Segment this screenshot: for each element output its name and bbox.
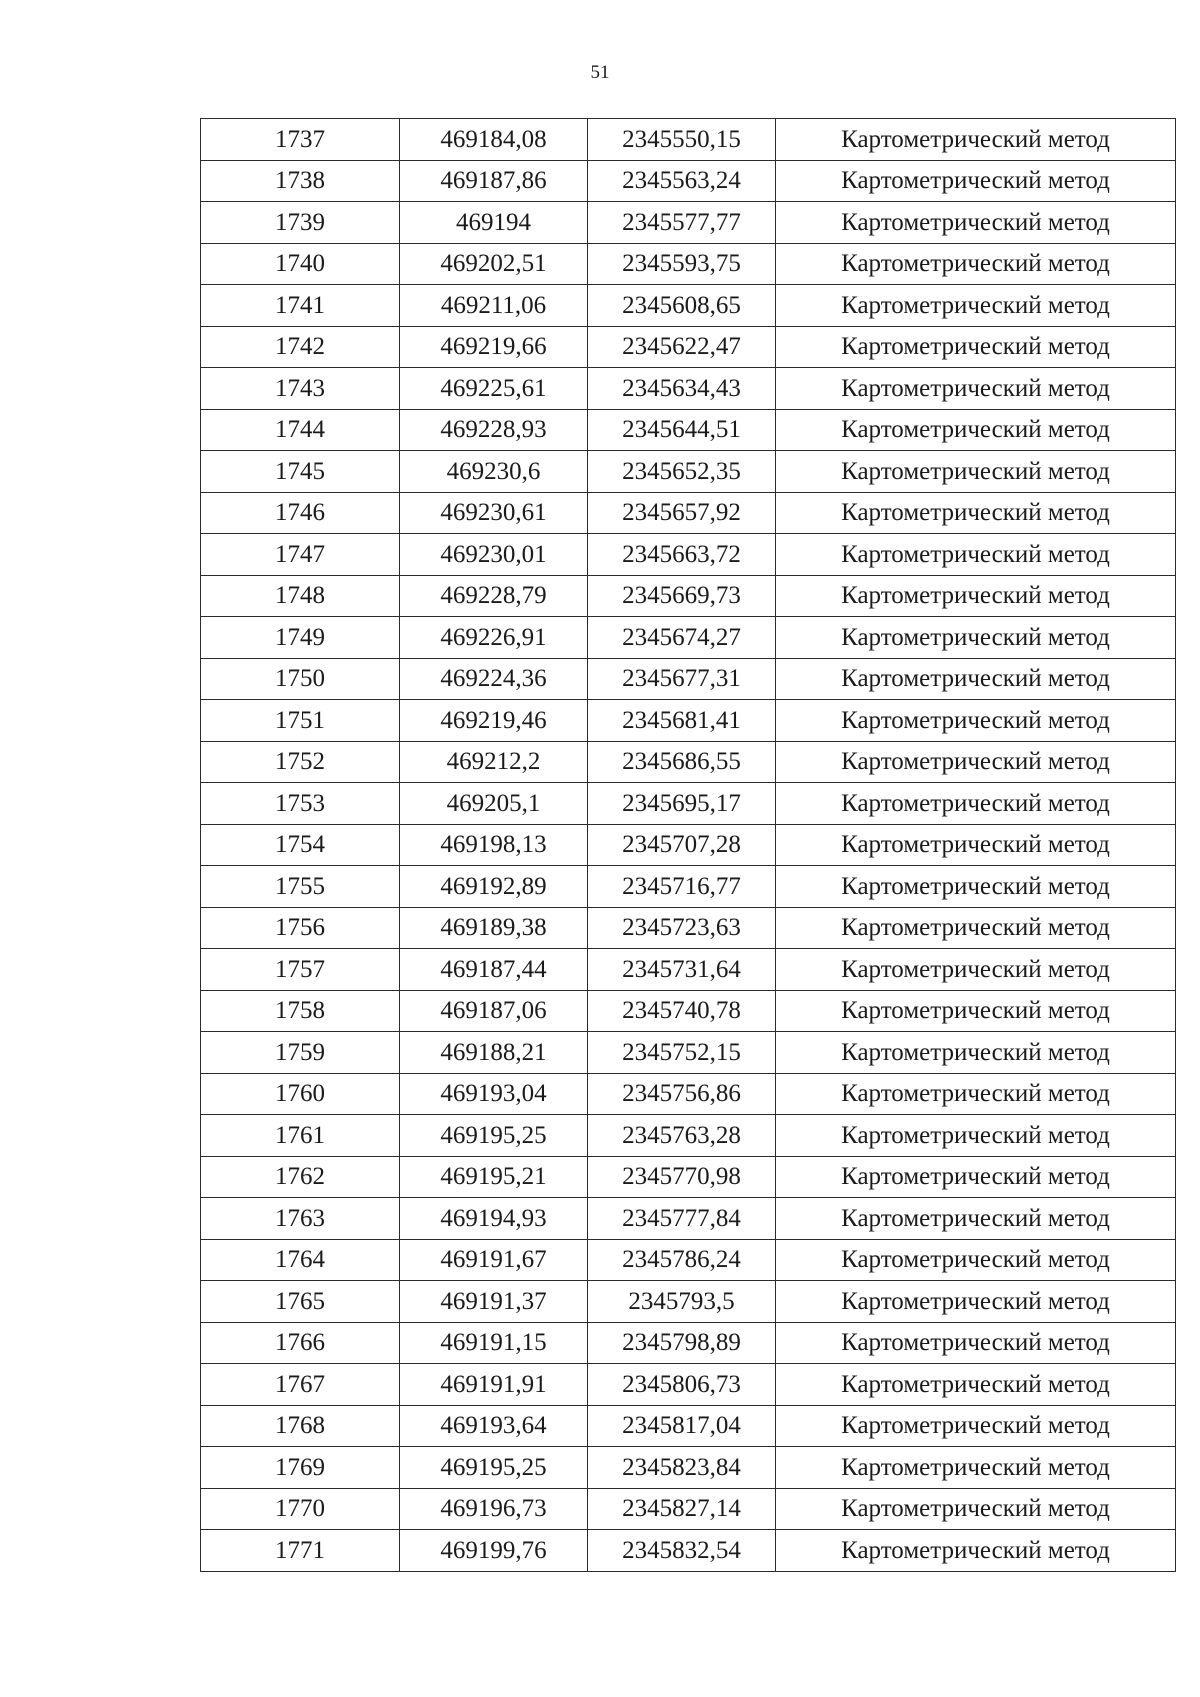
coordinates-table — [200, 118, 1176, 1572]
y-coordinate-cell: 2345752,15 — [588, 1032, 776, 1074]
method-cell: Картометрический метод — [776, 1530, 1176, 1572]
method-cell: Картометрический метод — [776, 658, 1176, 700]
table-row — [201, 1073, 1176, 1115]
y-coordinate-cell: 2345669,73 — [588, 575, 776, 617]
coordinates-table-body — [201, 119, 1176, 1572]
method-cell: Картометрический метод — [776, 202, 1176, 244]
x-coordinate-cell: 469195,25 — [400, 1115, 588, 1157]
y-coordinate-cell: 2345756,86 — [588, 1073, 776, 1115]
method-cell: Картометрический метод — [776, 492, 1176, 534]
point-number-cell: 1770 — [201, 1488, 400, 1530]
table-row — [201, 534, 1176, 576]
table-row — [201, 1364, 1176, 1406]
method-cell: Картометрический метод — [776, 1032, 1176, 1074]
x-coordinate-cell: 469228,93 — [400, 409, 588, 451]
table-row — [201, 285, 1176, 327]
x-coordinate-cell: 469191,91 — [400, 1364, 588, 1406]
y-coordinate-cell: 2345681,41 — [588, 700, 776, 742]
y-coordinate-cell: 2345763,28 — [588, 1115, 776, 1157]
method-cell: Картометрический метод — [776, 1198, 1176, 1240]
y-coordinate-cell: 2345806,73 — [588, 1364, 776, 1406]
y-coordinate-cell: 2345634,43 — [588, 368, 776, 410]
x-coordinate-cell: 469187,06 — [400, 990, 588, 1032]
table-row — [201, 202, 1176, 244]
x-coordinate-cell: 469191,15 — [400, 1322, 588, 1364]
point-number-cell: 1755 — [201, 866, 400, 908]
y-coordinate-cell: 2345677,31 — [588, 658, 776, 700]
y-coordinate-cell: 2345550,15 — [588, 119, 776, 161]
y-coordinate-cell: 2345827,14 — [588, 1488, 776, 1530]
x-coordinate-cell: 469228,79 — [400, 575, 588, 617]
table-row — [201, 368, 1176, 410]
point-number-cell: 1760 — [201, 1073, 400, 1115]
method-cell: Картометрический метод — [776, 1156, 1176, 1198]
y-coordinate-cell: 2345798,89 — [588, 1322, 776, 1364]
method-cell: Картометрический метод — [776, 534, 1176, 576]
page-number: 51 — [590, 62, 610, 83]
table-row — [201, 1322, 1176, 1364]
y-coordinate-cell: 2345770,98 — [588, 1156, 776, 1198]
point-number-cell: 1751 — [201, 700, 400, 742]
x-coordinate-cell: 469211,06 — [400, 285, 588, 327]
y-coordinate-cell: 2345652,35 — [588, 451, 776, 493]
x-coordinate-cell: 469191,67 — [400, 1239, 588, 1281]
x-coordinate-cell: 469196,73 — [400, 1488, 588, 1530]
table-row — [201, 1530, 1176, 1572]
point-number-cell: 1742 — [201, 326, 400, 368]
table-row — [201, 783, 1176, 825]
y-coordinate-cell: 2345622,47 — [588, 326, 776, 368]
x-coordinate-cell: 469212,2 — [400, 741, 588, 783]
x-coordinate-cell: 469219,46 — [400, 700, 588, 742]
x-coordinate-cell: 469230,6 — [400, 451, 588, 493]
method-cell: Картометрический метод — [776, 617, 1176, 659]
table-row — [201, 949, 1176, 991]
table-row — [201, 1405, 1176, 1447]
table-row — [201, 824, 1176, 866]
y-coordinate-cell: 2345686,55 — [588, 741, 776, 783]
y-coordinate-cell: 2345577,77 — [588, 202, 776, 244]
table-row — [201, 1488, 1176, 1530]
point-number-cell: 1753 — [201, 783, 400, 825]
point-number-cell: 1771 — [201, 1530, 400, 1572]
point-number-cell: 1743 — [201, 368, 400, 410]
table-row — [201, 866, 1176, 908]
x-coordinate-cell: 469230,61 — [400, 492, 588, 534]
method-cell: Картометрический метод — [776, 451, 1176, 493]
table-row — [201, 658, 1176, 700]
point-number-cell: 1767 — [201, 1364, 400, 1406]
y-coordinate-cell: 2345740,78 — [588, 990, 776, 1032]
method-cell: Картометрический метод — [776, 700, 1176, 742]
y-coordinate-cell: 2345823,84 — [588, 1447, 776, 1489]
y-coordinate-cell: 2345832,54 — [588, 1530, 776, 1572]
y-coordinate-cell: 2345793,5 — [588, 1281, 776, 1323]
method-cell: Картометрический метод — [776, 907, 1176, 949]
table-row — [201, 160, 1176, 202]
method-cell: Картометрический метод — [776, 326, 1176, 368]
y-coordinate-cell: 2345563,24 — [588, 160, 776, 202]
point-number-cell: 1738 — [201, 160, 400, 202]
x-coordinate-cell: 469224,36 — [400, 658, 588, 700]
point-number-cell: 1745 — [201, 451, 400, 493]
table-row — [201, 907, 1176, 949]
y-coordinate-cell: 2345707,28 — [588, 824, 776, 866]
table-row — [201, 326, 1176, 368]
method-cell: Картометрический метод — [776, 1488, 1176, 1530]
method-cell: Картометрический метод — [776, 1322, 1176, 1364]
method-cell: Картометрический метод — [776, 824, 1176, 866]
table-row — [201, 409, 1176, 451]
y-coordinate-cell: 2345786,24 — [588, 1239, 776, 1281]
y-coordinate-cell: 2345723,63 — [588, 907, 776, 949]
y-coordinate-cell: 2345695,17 — [588, 783, 776, 825]
point-number-cell: 1766 — [201, 1322, 400, 1364]
y-coordinate-cell: 2345817,04 — [588, 1405, 776, 1447]
table-row — [201, 1032, 1176, 1074]
x-coordinate-cell: 469194,93 — [400, 1198, 588, 1240]
x-coordinate-cell: 469205,1 — [400, 783, 588, 825]
point-number-cell: 1750 — [201, 658, 400, 700]
x-coordinate-cell: 469195,21 — [400, 1156, 588, 1198]
table-row — [201, 119, 1176, 161]
point-number-cell: 1737 — [201, 119, 400, 161]
point-number-cell: 1754 — [201, 824, 400, 866]
point-number-cell: 1739 — [201, 202, 400, 244]
method-cell: Картометрический метод — [776, 783, 1176, 825]
method-cell: Картометрический метод — [776, 1281, 1176, 1323]
x-coordinate-cell: 469192,89 — [400, 866, 588, 908]
point-number-cell: 1764 — [201, 1239, 400, 1281]
method-cell: Картометрический метод — [776, 866, 1176, 908]
y-coordinate-cell: 2345777,84 — [588, 1198, 776, 1240]
x-coordinate-cell: 469189,38 — [400, 907, 588, 949]
point-number-cell: 1765 — [201, 1281, 400, 1323]
method-cell: Картометрический метод — [776, 1447, 1176, 1489]
x-coordinate-cell: 469188,21 — [400, 1032, 588, 1074]
method-cell: Картометрический метод — [776, 741, 1176, 783]
table-row — [201, 700, 1176, 742]
table-row — [201, 1198, 1176, 1240]
x-coordinate-cell: 469230,01 — [400, 534, 588, 576]
x-coordinate-cell: 469202,51 — [400, 243, 588, 285]
y-coordinate-cell: 2345644,51 — [588, 409, 776, 451]
y-coordinate-cell: 2345593,75 — [588, 243, 776, 285]
method-cell: Картометрический метод — [776, 285, 1176, 327]
point-number-cell: 1757 — [201, 949, 400, 991]
point-number-cell: 1748 — [201, 575, 400, 617]
table-row — [201, 1239, 1176, 1281]
y-coordinate-cell: 2345657,92 — [588, 492, 776, 534]
table-row — [201, 1447, 1176, 1489]
x-coordinate-cell: 469195,25 — [400, 1447, 588, 1489]
table-row — [201, 1115, 1176, 1157]
table-row — [201, 1156, 1176, 1198]
table-row — [201, 990, 1176, 1032]
x-coordinate-cell: 469187,86 — [400, 160, 588, 202]
method-cell: Картометрический метод — [776, 409, 1176, 451]
x-coordinate-cell: 469225,61 — [400, 368, 588, 410]
y-coordinate-cell: 2345608,65 — [588, 285, 776, 327]
method-cell: Картометрический метод — [776, 368, 1176, 410]
point-number-cell: 1769 — [201, 1447, 400, 1489]
x-coordinate-cell: 469219,66 — [400, 326, 588, 368]
table-row — [201, 451, 1176, 493]
method-cell: Картометрический метод — [776, 1115, 1176, 1157]
x-coordinate-cell: 469199,76 — [400, 1530, 588, 1572]
y-coordinate-cell: 2345663,72 — [588, 534, 776, 576]
y-coordinate-cell: 2345731,64 — [588, 949, 776, 991]
point-number-cell: 1758 — [201, 990, 400, 1032]
x-coordinate-cell: 469226,91 — [400, 617, 588, 659]
y-coordinate-cell: 2345674,27 — [588, 617, 776, 659]
method-cell: Картометрический метод — [776, 243, 1176, 285]
point-number-cell: 1747 — [201, 534, 400, 576]
x-coordinate-cell: 469194 — [400, 202, 588, 244]
table-row — [201, 1281, 1176, 1323]
method-cell: Картометрический метод — [776, 1239, 1176, 1281]
method-cell: Картометрический метод — [776, 949, 1176, 991]
table-row — [201, 741, 1176, 783]
point-number-cell: 1768 — [201, 1405, 400, 1447]
x-coordinate-cell: 469198,13 — [400, 824, 588, 866]
method-cell: Картометрический метод — [776, 119, 1176, 161]
point-number-cell: 1741 — [201, 285, 400, 327]
y-coordinate-cell: 2345716,77 — [588, 866, 776, 908]
method-cell: Картометрический метод — [776, 1405, 1176, 1447]
method-cell: Картометрический метод — [776, 160, 1176, 202]
table-row — [201, 617, 1176, 659]
x-coordinate-cell: 469191,37 — [400, 1281, 588, 1323]
x-coordinate-cell: 469193,64 — [400, 1405, 588, 1447]
method-cell: Картометрический метод — [776, 990, 1176, 1032]
table-row — [201, 492, 1176, 534]
x-coordinate-cell: 469193,04 — [400, 1073, 588, 1115]
x-coordinate-cell: 469187,44 — [400, 949, 588, 991]
point-number-cell: 1761 — [201, 1115, 400, 1157]
method-cell: Картометрический метод — [776, 575, 1176, 617]
point-number-cell: 1744 — [201, 409, 400, 451]
point-number-cell: 1759 — [201, 1032, 400, 1074]
x-coordinate-cell: 469184,08 — [400, 119, 588, 161]
method-cell: Картометрический метод — [776, 1073, 1176, 1115]
point-number-cell: 1763 — [201, 1198, 400, 1240]
point-number-cell: 1749 — [201, 617, 400, 659]
point-number-cell: 1756 — [201, 907, 400, 949]
point-number-cell: 1752 — [201, 741, 400, 783]
table-row — [201, 243, 1176, 285]
method-cell: Картометрический метод — [776, 1364, 1176, 1406]
point-number-cell: 1762 — [201, 1156, 400, 1198]
table-row — [201, 575, 1176, 617]
point-number-cell: 1740 — [201, 243, 400, 285]
point-number-cell: 1746 — [201, 492, 400, 534]
